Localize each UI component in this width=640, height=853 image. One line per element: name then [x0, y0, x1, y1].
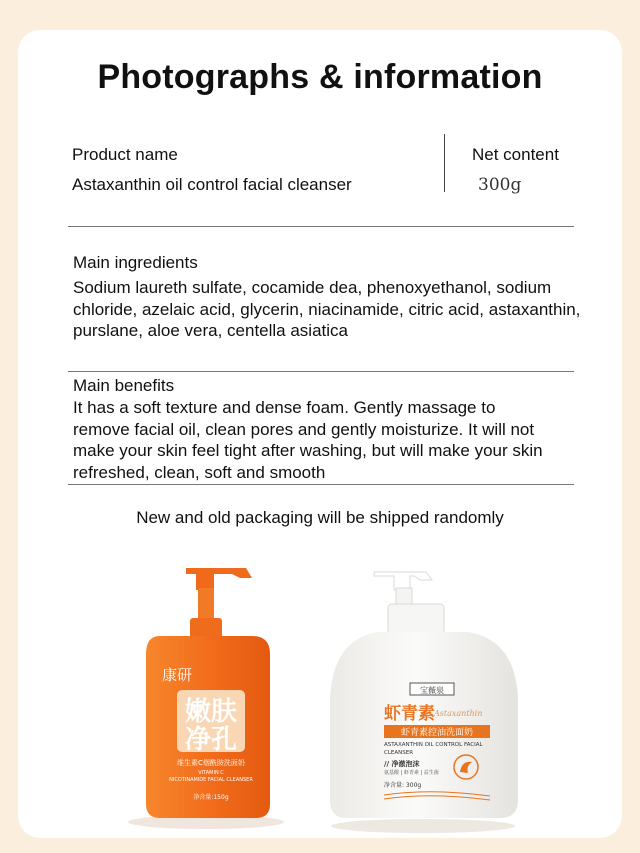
white-band-text: 虾青素控油洗面奶: [400, 728, 474, 738]
net-content-value: 300g: [478, 175, 522, 195]
orange-eng-2: NICOTINAMIDE FACIAL CLEANSER: [169, 777, 253, 783]
benefits-text: It has a soft texture and dense foam. Gently massage to remove facial oil, clean pores and gently moisturize. It will not make your skin feel tight after washing, but will make your skin refreshed, clean, soft and smooth: [73, 398, 543, 482]
white-eng-2: CLEANSER: [384, 750, 414, 756]
ingredients-text: Sodium laureth sulfate, cocamide dea, phenoxyethanol, sodium chloride, azelaic acid, glycerin, niacinamide, citric acid, astaxanthin, purslane, aloe vera, centella asiatica: [73, 278, 581, 340]
orange-subtitle: 维生素C烟酰胺洗面奶: [177, 759, 245, 767]
white-script: Astaxanthin: [434, 709, 483, 718]
orange-brand: 康研: [162, 666, 193, 684]
product-name-value: Astaxanthin oil control facial cleanser: [72, 175, 352, 194]
white-eng-1: ASTAXANTHIN OIL CONTROL FACIAL: [384, 742, 483, 748]
orange-eng-1: VITAMIN C: [198, 770, 224, 776]
orange-big-text-1: 嫩肤: [184, 697, 238, 727]
shipping-note: New and old packaging will be shipped randomly: [136, 508, 504, 527]
page-title: Photographs & information: [97, 58, 543, 96]
white-brand: 宝薇泉: [420, 686, 444, 695]
orange-net: 净含量:150g: [193, 794, 229, 801]
net-content-label: Net content: [472, 145, 559, 164]
benefits-label: Main benefits: [73, 376, 175, 395]
white-main-text: 虾青素: [384, 704, 435, 724]
white-small: 氨基酸 | 虾青素 | 益生菌: [384, 770, 439, 776]
orange-big-text-2: 净孔: [184, 725, 238, 755]
white-feature: // 净澈泡沫: [384, 760, 420, 768]
white-bottle: [330, 572, 518, 833]
orange-bottle: [128, 568, 284, 829]
ingredients-label: Main ingredients: [73, 253, 198, 272]
product-name-label: Product name: [72, 145, 178, 164]
white-net: 净含量: 300g: [384, 782, 422, 789]
